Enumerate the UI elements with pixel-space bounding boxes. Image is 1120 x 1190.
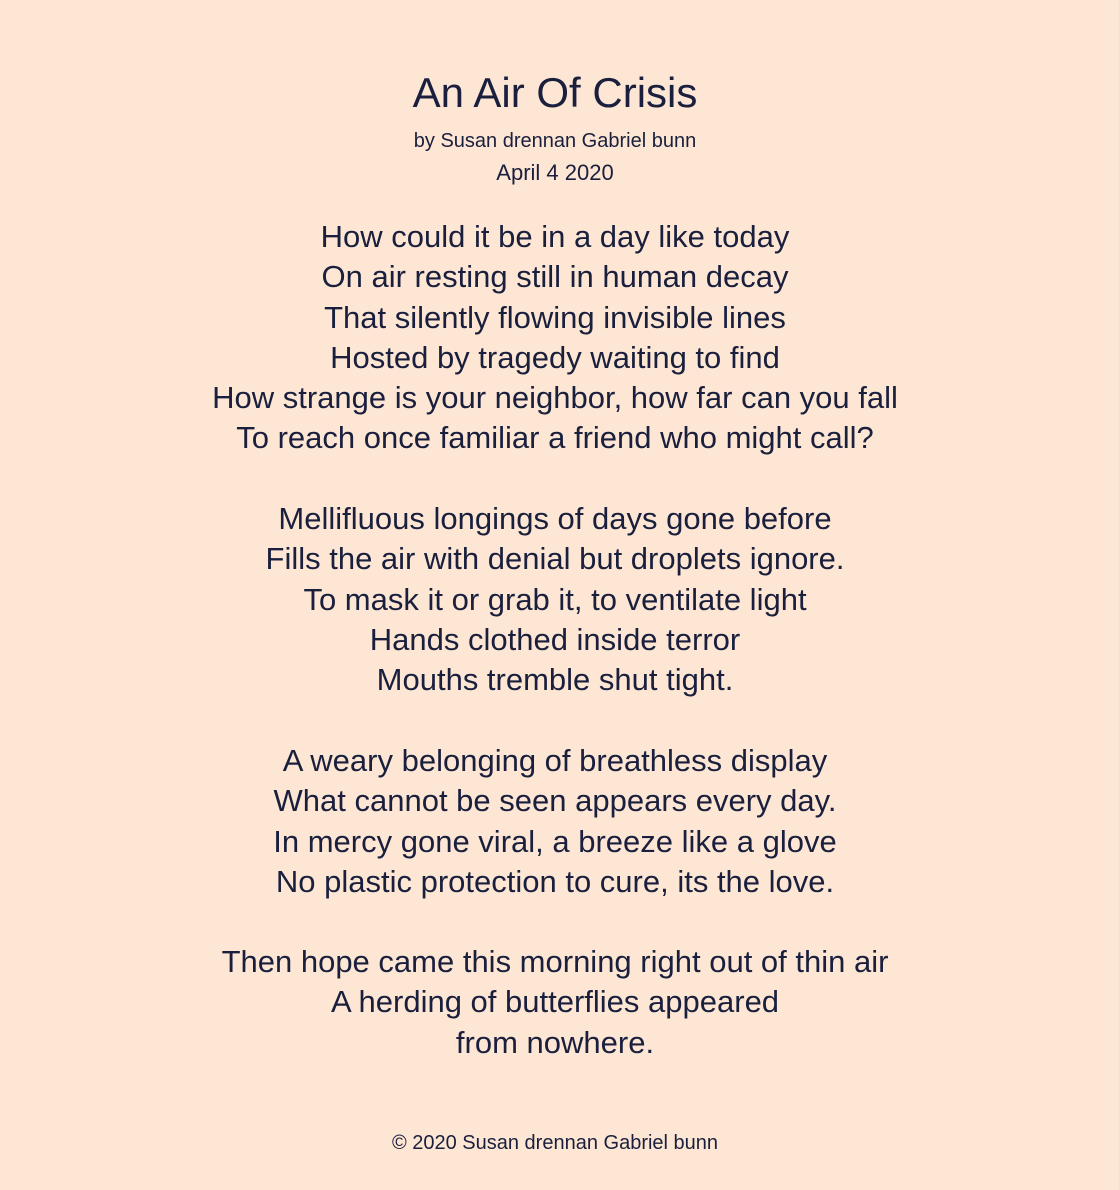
- poem-line: To reach once familiar a friend who might call?: [236, 420, 874, 456]
- poem-line: How could it be in a day like today: [320, 219, 790, 254]
- poem-line: Mellifluous longings of days gone before: [278, 501, 832, 536]
- stanza-3: [0, 741, 1110, 902]
- poem-line: A weary belonging of breathless display: [282, 743, 828, 778]
- poem-line: Fills the air with denial but droplets ignore.: [265, 541, 845, 577]
- poem-line: In mercy gone viral, a breeze like a glove: [273, 823, 837, 859]
- poem-title: An Air Of Crisis: [412, 69, 698, 116]
- poem-line: On air resting still in human decay: [321, 259, 789, 295]
- poem-line: No plastic protection to cure, its the love.: [275, 863, 835, 899]
- copyright-notice: © 2020 Susan drennan Gabriel bunn: [391, 1132, 719, 1154]
- poem-line: Mouths tremble shut tight.: [376, 662, 734, 698]
- poem-line: To mask it or grab it, to ventilate light: [303, 581, 807, 617]
- poem-byline: by Susan drennan Gabriel bunn: [413, 130, 697, 152]
- poem-line: How strange is your neighbor, how far can you fall: [212, 380, 898, 416]
- poem-line: Hands clothed inside terror: [369, 621, 741, 657]
- stanza-4: [0, 942, 1110, 1063]
- stanza-2: [0, 499, 1110, 700]
- poem-line: Hosted by tragedy waiting to find: [330, 339, 780, 375]
- poem-date: April 4 2020: [496, 160, 614, 185]
- poem-line: A herding of butterflies appeared: [330, 984, 780, 1020]
- poem-line: What cannot be seen appears every day.: [273, 783, 837, 819]
- poem-line: That silently flowing invisible lines: [324, 299, 786, 335]
- stanza-1: [0, 217, 1110, 459]
- poem-line: from nowhere.: [455, 1024, 655, 1060]
- poem-line: Then hope came this morning right out of thin air: [221, 944, 889, 979]
